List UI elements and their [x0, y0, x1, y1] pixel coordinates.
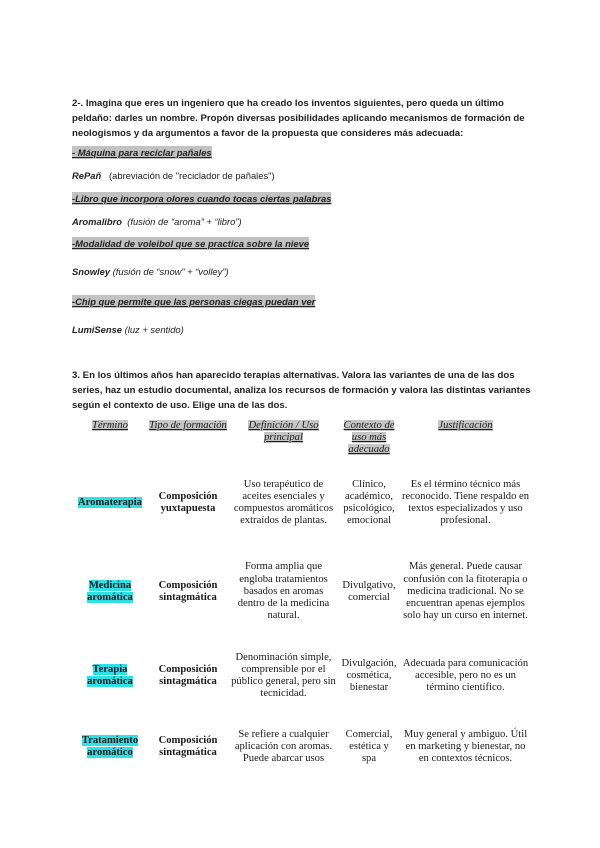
header-type: Tipo de formación [149, 420, 227, 431]
table-row [72, 640, 532, 712]
invention-name-2: Aromalibro (fusión de “aroma” + “libro”) [72, 216, 242, 227]
terms-table [72, 420, 532, 782]
table-row [72, 712, 532, 782]
context-cell: Divulgativo, comercial [342, 579, 396, 603]
invention-heading-2: -Libro que incorpora olores cuando tocas ciertas palabras [72, 193, 332, 204]
context-cell: Clínico, académico, psicológico, emocional [343, 478, 395, 527]
header-definition: Definición / Uso principal [248, 420, 319, 443]
justification-cell: Muy general y ambiguo. Útil en marketing y bienestar, no en contextos técnicos. [403, 728, 528, 765]
table-header-row [72, 420, 532, 462]
definition-cell: Uso terapéutico de aceites esenciales y compuestos aromáticos extraídos de plantas. [233, 478, 334, 527]
context-cell: Comercial, estética y spa [345, 728, 393, 765]
header-justification: Justificación [438, 420, 493, 431]
type-cell: Composición sintagmática [158, 579, 218, 603]
table-row [72, 462, 532, 544]
context-cell: Divulgación, cosmética, bienestar [341, 657, 397, 694]
section2-intro: 2-. Imagina que eres un ingeniero que ha creado los inventos siguientes, pero queda un último peldaño: darles un nombre. Propón diversas posibilidades aplicando mecanismos de formación de neologismos y da argumentos a favor de la propuesta que consideres más adecuada: [72, 98, 525, 139]
term-cell: Tratamiento aromático [81, 734, 139, 758]
type-cell: Composición sintagmática [158, 663, 218, 687]
definition-cell: Forma amplia que engloba tratamientos basados en aromas dentro de la medicina natural. [237, 561, 330, 622]
section3-intro: 3. En los últimos años han aparecido terapias alternativas. Valora las variantes de una de las dos series, haz un estudio documental, analiza los recursos de formación y valora las distintas variantes según el contexto de uso. Elige una de las dos. [72, 370, 531, 411]
invention-name-4: LumiSense (luz + sentido) [72, 324, 184, 335]
term-cell: Medicina aromática [87, 579, 133, 603]
justification-cell: Adecuada para comunicación accesible, pero no es un término científico. [402, 657, 529, 694]
term-cell: Terapia aromática [87, 663, 133, 687]
type-cell: Composición yuxtapuesta [158, 490, 218, 514]
definition-cell: Se refiere a cualquier aplicación con aromas. Puede abarcar usos [234, 728, 333, 765]
justification-cell: Es el término técnico más reconocido. Tiene respaldo en textos especializados y uso profesional. [401, 478, 530, 527]
table-row [72, 544, 532, 640]
term-cell: Aromaterapia [78, 496, 142, 508]
header-context: Contexto de uso más adecuado [343, 420, 395, 455]
invention-heading-4: -Chip que permite que las personas ciegas puedan ver [72, 296, 316, 307]
invention-name-1: RePañ (abreviación de "reciclador de pañales") [72, 170, 275, 181]
header-term: Término [92, 420, 128, 431]
invention-heading-1: - Máquina para reciclar pañales [72, 147, 212, 158]
definition-cell: Denominación simple, comprensible por el público general, pero sin tecnicidad. [231, 651, 336, 700]
justification-cell: Más general. Puede causar confusión con la fitoterapia o medicina tradicional. No se encuentran apenas ejemplos solo hay un curso en internet. [403, 561, 528, 622]
type-cell: Composición sintagmática [158, 734, 218, 758]
invention-name-3: Snowley (fusión de “snow” + “volley”) [72, 266, 229, 277]
invention-heading-3: -Modalidad de voleibol que se practica sobre la nieve [72, 238, 310, 249]
